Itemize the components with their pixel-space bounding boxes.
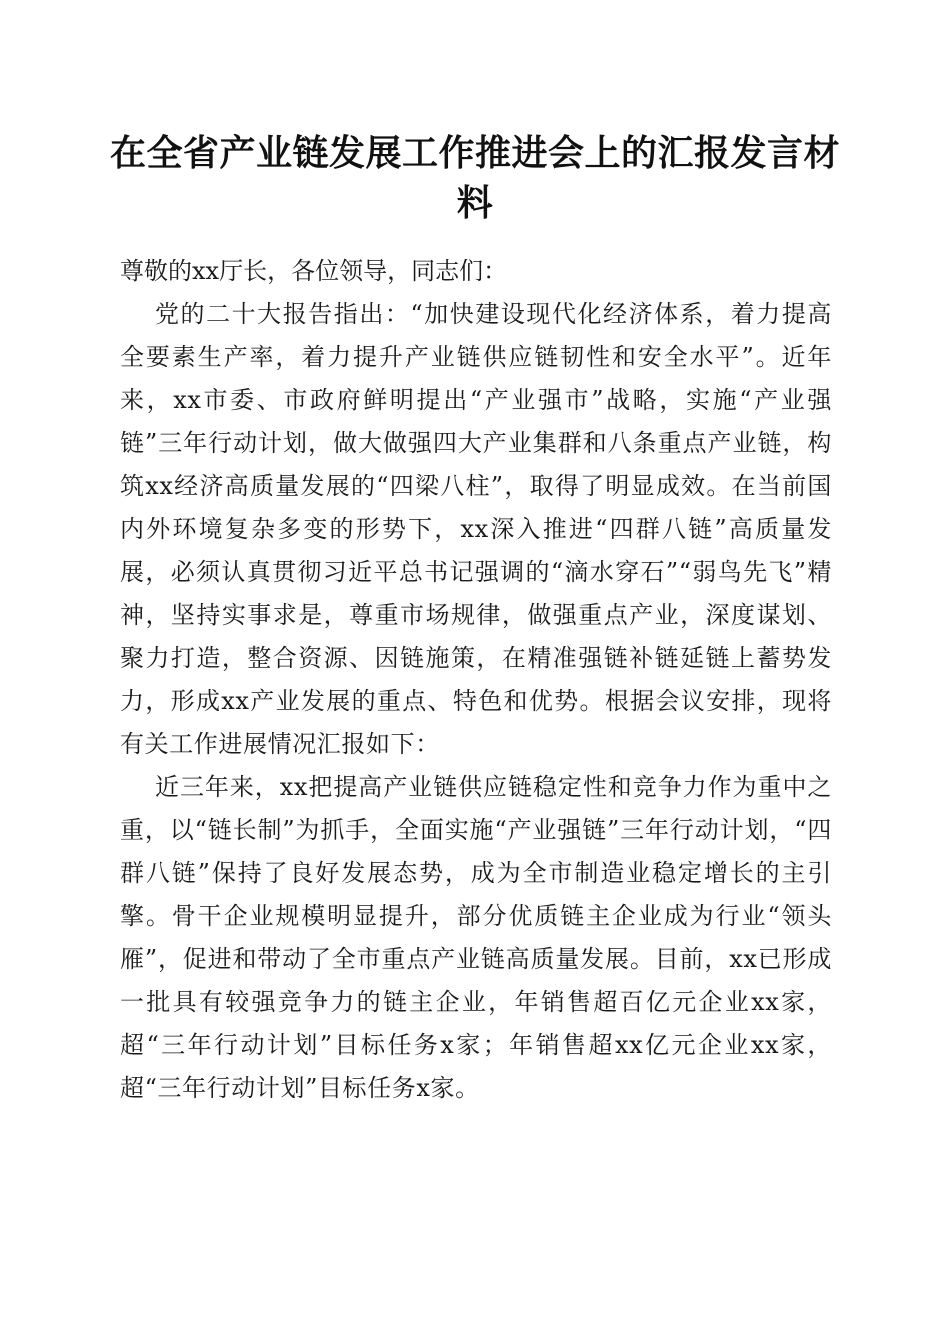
document-body xyxy=(120,250,832,1110)
paragraph-intro: 党的二十大报告指出：“加快建设现代化经济体系，着力提高全要素生产率，着力提升产业链供应链韧性和安全水平”。近年来，xx市委、市政府鲜明提出“产业强市”战略，实施“产业强链”三年行动计划，做大做强四大产业集群和八条重点产业链，构筑xx经济高质量发展的“四梁八柱”，取得了明显成效。在当前国内外环境复杂多变的形势下，xx深入推进“四群八链”高质量发展，必须认真贯彻习近平总书记强调的“滴水穿石”“弱鸟先飞”精神，坚持实事求是，尊重市场规律，做强重点产业，深度谋划、聚力打造，整合资源、因链施策，在精准强链补链延链上蓄势发力，形成xx产业发展的重点、特色和优势。根据会议安排，现将有关工作进展情况汇报如下： xyxy=(120,300,832,758)
document-title: 在全省产业链发展工作推进会上的汇报发言材料 xyxy=(110,132,841,224)
paragraph-progress: 近三年来，xx把提高产业链供应链稳定性和竞争力作为重中之重，以“链长制”为抓手，全面实施“产业强链”三年行动计划，“四群八链”保持了良好发展态势，成为全市制造业稳定增长的主引擎。骨干企业规模明显提升，部分优质链主企业成为行业“领头雁”，促进和带动了全市重点产业链高质量发展。目前，xx已形成一批具有较强竞争力的链主企业，年销售超百亿元企业xx家，超“三年行动计划”目标任务x家；年销售超xx亿元企业xx家，超“三年行动计划”目标任务x家。 xyxy=(120,773,832,1102)
salutation: 尊敬的xx厅长，各位领导，同志们： xyxy=(120,257,508,285)
